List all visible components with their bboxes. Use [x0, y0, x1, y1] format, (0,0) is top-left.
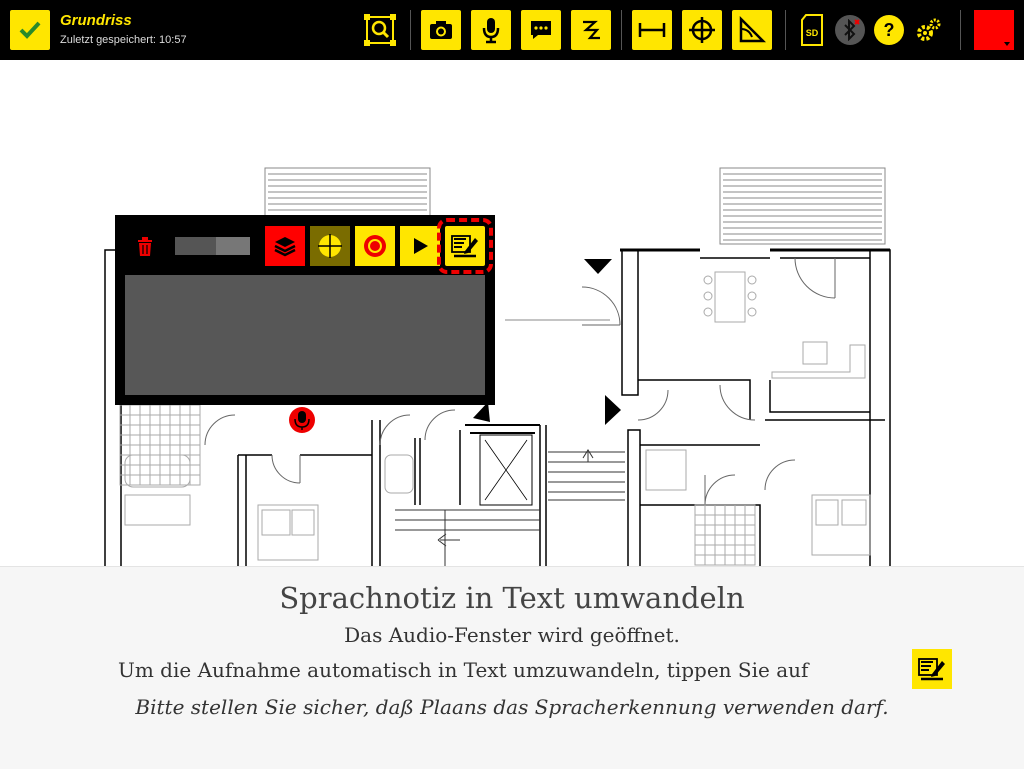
view-marker[interactable] — [605, 395, 621, 425]
checkmark-icon[interactable] — [10, 10, 50, 50]
toolbar-divider — [785, 10, 786, 50]
angle-icon[interactable] — [732, 10, 772, 50]
settings-icon[interactable] — [915, 15, 943, 45]
document-title: Grundriss — [60, 12, 132, 29]
toolbar-divider — [960, 10, 961, 50]
audio-popup — [115, 215, 495, 405]
transcript-text-area[interactable] — [125, 275, 485, 395]
crosshair-icon[interactable] — [682, 10, 722, 50]
toolbar-divider — [621, 10, 622, 50]
toolbar-divider — [410, 10, 411, 50]
view-marker[interactable] — [473, 402, 490, 422]
audio-pin[interactable] — [289, 407, 315, 433]
balcony-right — [720, 168, 885, 244]
sd-label: SD — [805, 28, 819, 38]
speech-to-text-icon[interactable] — [445, 226, 485, 266]
stairs — [395, 450, 625, 568]
bluetooth-icon[interactable] — [835, 15, 865, 45]
position-icon[interactable] — [310, 226, 350, 266]
freehand-icon[interactable] — [571, 10, 611, 50]
speech-to-text-icon — [912, 649, 952, 689]
hint-title: Sprachnotiz in Text umwandeln — [279, 581, 745, 615]
hint-line-2: Um die Aufnahme automatisch in Text umzuwandeln, tippen Sie auf — [118, 658, 809, 682]
saved-status: Zuletzt gespeichert: 10:57 — [60, 34, 187, 46]
comment-icon[interactable] — [521, 10, 561, 50]
top-toolbar — [0, 0, 1024, 60]
help-icon[interactable]: ? — [874, 15, 904, 45]
hint-line-3: Bitte stellen Sie sicher, daß Plaans das Spracherkennung verwenden darf. — [135, 695, 889, 719]
delete-icon[interactable] — [127, 226, 163, 266]
markers[interactable] — [473, 259, 621, 425]
view-marker[interactable] — [584, 259, 612, 274]
microphone-icon[interactable] — [471, 10, 511, 50]
play-icon[interactable] — [400, 226, 440, 266]
sd-card-icon[interactable] — [800, 14, 824, 46]
camera-icon[interactable] — [421, 10, 461, 50]
measure-icon[interactable] — [632, 10, 672, 50]
hint-panel — [0, 566, 1024, 769]
audio-waveform-bar — [175, 237, 250, 255]
color-swatch[interactable] — [974, 10, 1014, 50]
layers-icon[interactable] — [265, 226, 305, 266]
hint-line-1: Das Audio-Fenster wird geöffnet. — [344, 623, 680, 647]
record-icon[interactable] — [355, 226, 395, 266]
balcony-left — [265, 168, 430, 220]
zoom-area-icon[interactable] — [360, 10, 400, 50]
